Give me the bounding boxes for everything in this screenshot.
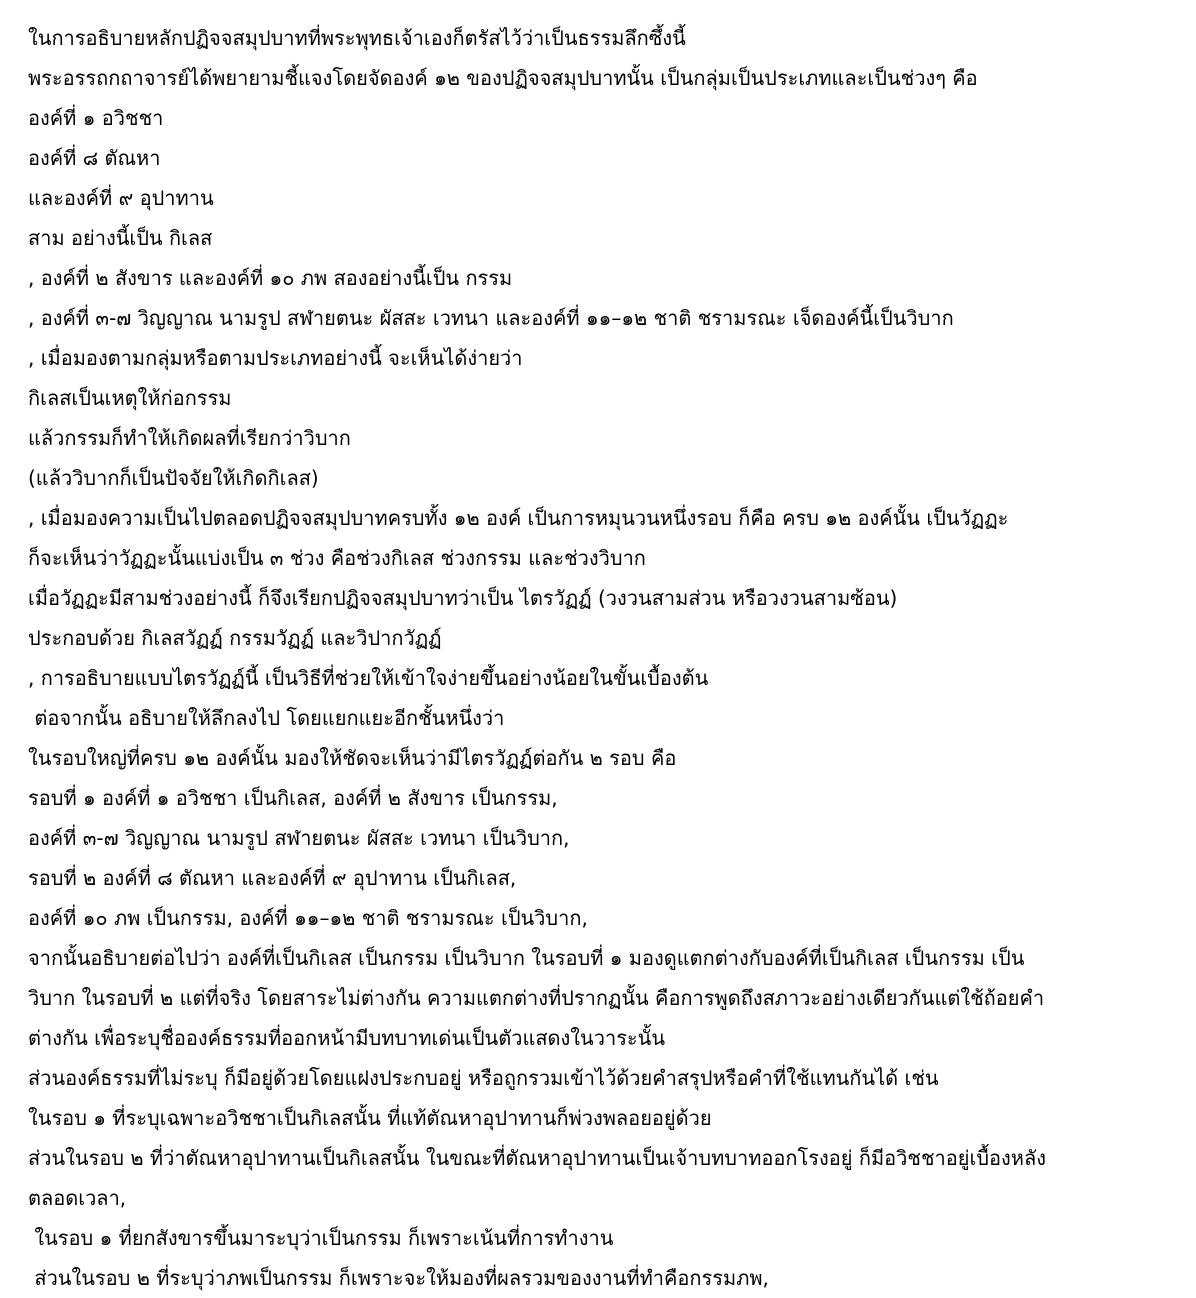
text-line: ในรอบ ๑ ที่ระบุเฉพาะอวิชชาเป็นกิเลสนั้น ที่แท้ตัณหาอุปาทานก็พ่วงพลอยอยู่ด้วย xyxy=(28,1106,712,1130)
text-line: รอบที่ ๒ องค์ที่ ๘ ตัณหา และองค์ที่ ๙ อุปาทาน เป็นกิเลส, xyxy=(28,866,517,890)
text-line: ตลอดเวลา, xyxy=(28,1186,127,1210)
text-line: องค์ที่ ๓-๗ วิญญาณ นามรูป สฬายตนะ ผัสสะ เวทนา เป็นวิบาก, xyxy=(28,826,570,850)
text-line: เมื่อวัฏฏะมีสามช่วงอย่างนี้ ก็จึงเรียกปฏิจจสมุปบาทว่าเป็น ไตรวัฏฏ์ (วงวนสามส่วน หรือวงวนสามซ้อน) xyxy=(28,586,898,610)
text-line: ในรอบใหญ่ที่ครบ ๑๒ องค์นั้น มองให้ชัดจะเห็นว่ามีไตรวัฏฏ์ต่อกัน ๒ รอบ คือ xyxy=(28,746,677,770)
text-line: , การอธิบายแบบไตรวัฏฏ์นี้ เป็นวิธีที่ช่วยให้เข้าใจง่ายขึ้นอย่างน้อยในขั้นเบื้องต้น xyxy=(28,666,709,690)
text-line: ก็จะเห็นว่าวัฏฏะนั้นแบ่งเป็น ๓ ช่วง คือช่วงกิเลส ช่วงกรรม และช่วงวิบาก xyxy=(28,546,646,570)
text-line: จากนั้นอธิบายต่อไปว่า องค์ที่เป็นกิเลส เป็นกรรม เป็นวิบาก ในรอบที่ ๑ มองดูแตกต่างกับองค์ที่เป็นกิเลส เป็นกรรม เป็น xyxy=(28,946,1025,970)
text-line: ส่วนในรอบ ๒ ที่ระบุว่าภพเป็นกรรม ก็เพราะจะให้มองที่ผลรวมของงานที่ทำคือกรรมภพ, xyxy=(28,1266,769,1290)
document-body xyxy=(28,18,1178,1298)
text-line: องค์ที่ ๑๐ ภพ เป็นกรรม, องค์ที่ ๑๑–๑๒ ชาติ ชรามรณะ เป็นวิบาก, xyxy=(28,906,588,930)
text-line: องค์ที่ ๘ ตัณหา xyxy=(28,146,161,170)
text-line: , องค์ที่ ๓-๗ วิญญาณ นามรูป สฬายตนะ ผัสสะ เวทนา และองค์ที่ ๑๑–๑๒ ชาติ ชรามรณะ เจ็ดองค์นี้เป็นวิบาก xyxy=(28,306,954,330)
text-line: (แล้ววิบากก็เป็นปัจจัยให้เกิดกิเลส) xyxy=(28,466,319,490)
text-line: กิเลสเป็นเหตุให้ก่อกรรม xyxy=(28,386,232,410)
text-line: ต่อจากนั้น อธิบายให้ลึกลงไป โดยแยกแยะอีกชั้นหนึ่งว่า xyxy=(28,706,505,730)
text-line: สาม อย่างนี้เป็น กิเลส xyxy=(28,226,213,250)
text-line: และองค์ที่ ๙ อุปาทาน xyxy=(28,186,214,210)
text-line: ส่วนในรอบ ๒ ที่ว่าตัณหาอุปาทานเป็นกิเลสนั้น ในขณะที่ตัณหาอุปาทานเป็นเจ้าบทบาทออกโรงอยู่ ก็มีอวิชชาอยู่เบื้องหลัง xyxy=(28,1146,1047,1170)
text-line: ในรอบ ๑ ที่ยกสังขารขึ้นมาระบุว่าเป็นกรรม ก็เพราะเน้นที่การทำงาน xyxy=(28,1226,614,1250)
text-line: องค์ที่ ๑ อวิชชา xyxy=(28,106,164,130)
text-line: แล้วกรรมก็ทำให้เกิดผลที่เรียกว่าวิบาก xyxy=(28,426,351,450)
text-line: วิบาก ในรอบที่ ๒ แต่ที่จริง โดยสาระไม่ต่างกัน ความแตกต่างที่ปรากฏนั้น คือการพูดถึงสภาวะอย่างเดียวกันแต่ใช้ถ้อยคำ xyxy=(28,986,1045,1010)
text-line: ส่วนองค์ธรรมที่ไม่ระบุ ก็มีอยู่ด้วยโดยแฝงประกบอยู่ หรือถูกรวมเข้าไว้ด้วยคำสรุปหรือคำที่ใช้แทนกันได้ เช่น xyxy=(28,1066,939,1090)
text-line: ต่างกัน เพื่อระบุชื่อองค์ธรรมที่ออกหน้ามีบทบาทเด่นเป็นตัวแสดงในวาระนั้น xyxy=(28,1026,666,1050)
text-line: ในการอธิบายหลักปฏิจจสมุปบาทที่พระพุทธเจ้าเองก็ตรัสไว้ว่าเป็นธรรมลึกซึ้งนี้ xyxy=(28,26,686,50)
text-line: พระอรรถกถาจารย์ได้พยายามชี้แจงโดยจัดองค์ ๑๒ ของปฏิจจสมุปบาทนั้น เป็นกลุ่มเป็นประเภทและเป็นช่วงๆ คือ xyxy=(28,66,978,90)
text-line: รอบที่ ๑ องค์ที่ ๑ อวิชชา เป็นกิเลส, องค์ที่ ๒ สังขาร เป็นกรรม, xyxy=(28,786,558,810)
text-line: ประกอบด้วย กิเลสวัฏฏ์ กรรมวัฏฏ์ และวิปากวัฏฏ์ xyxy=(28,626,442,650)
text-line: , เมื่อมองตามกลุ่มหรือตามประเภทอย่างนี้ จะเห็นได้ง่ายว่า xyxy=(28,346,523,370)
text-line: , เมื่อมองความเป็นไปตลอดปฏิจจสมุปบาทครบทั้ง ๑๒ องค์ เป็นการหมุนวนหนึ่งรอบ ก็คือ ครบ ๑๒ องค์นั้น เป็นวัฏฏะ xyxy=(28,506,1009,530)
text-line: , องค์ที่ ๒ สังขาร และองค์ที่ ๑๐ ภพ สองอย่างนี้เป็น กรรม xyxy=(28,266,513,290)
